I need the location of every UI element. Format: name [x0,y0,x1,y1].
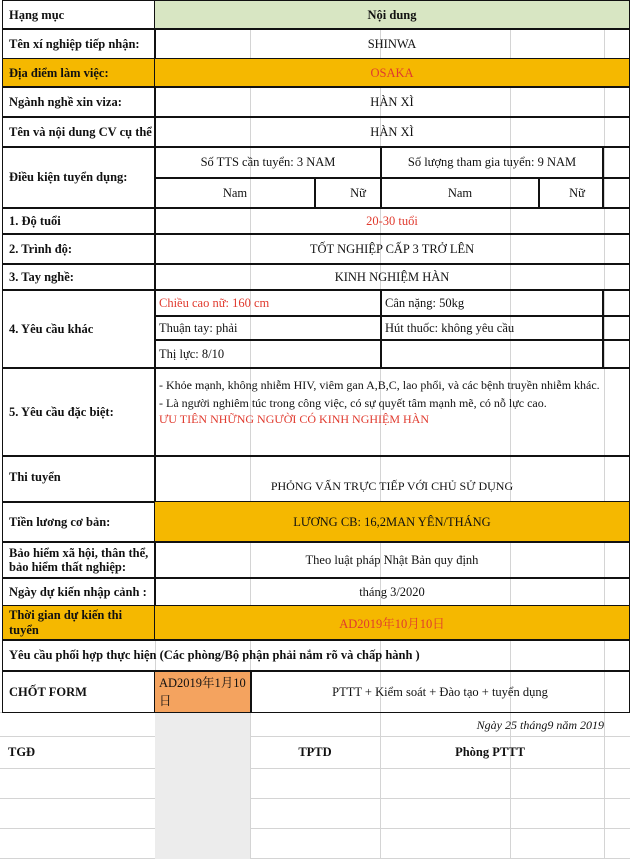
dac-biet-line-3: ƯU TIÊN NHỮNG NGƯỜI CÓ KINH NGHIỆM HÀN [159,412,430,426]
value-hut-thuoc: Hút thuốc: không yêu cầu [380,315,604,341]
label-nhap-canh: Ngày dự kiến nhập cảnh : [2,577,156,607]
cell-blank-1 [602,146,630,179]
value-thi-luc: Thị lực: 8/10 [154,339,382,369]
label-tay-nghe: 3. Tay nghề: [2,263,156,291]
label-dia-diem: Địa điểm làm việc: [2,58,156,88]
value-nam-1: Nam [154,177,316,209]
label-nganh-nghe: Ngành nghề xin viza: [2,86,156,118]
value-thoi-gian-thi: AD2019年10月10日 [154,605,630,641]
value-xi-nghiep: SHINWA [154,28,630,60]
value-can-nang: Cân nặng: 50kg [380,289,604,317]
signature-phong-pttt: Phòng PTTT [455,744,525,759]
value-thuan-tay: Thuận tay: phải [154,315,382,341]
cell-blank-2 [602,177,630,209]
label-dieu-kien: Điều kiện tuyển dụng: [2,146,156,209]
cell-blank-3 [602,289,630,317]
value-trinh-do: TỐT NGHIỆP CẤP 3 TRỞ LÊN [154,233,630,265]
value-cv: HÀN XÌ [154,116,630,148]
dac-biet-line-1: - Khỏe mạnh, không nhiễm HIV, viêm gan A,B,C, lao phổi, và các bệnh truyền nhiễm khác. [159,378,600,392]
dac-biet-line-2: - Là người nghiêm túc trong công việc, có sự quyết tâm mạnh mẽ, có nỗ lực cao. [159,396,547,410]
label-yeu-cau-khac: 4. Yêu cầu khác [2,289,156,369]
header-col2: Nội dung [154,0,630,30]
label-do-tuoi: 1. Độ tuổi [2,207,156,235]
value-nam-2: Nam [380,177,540,209]
label-trinh-do: 2. Trình độ: [2,233,156,265]
label-thi-tuyen: Thi tuyển [2,455,156,503]
value-dia-diem: OSAKA [154,58,630,88]
value-chot-form-date: AD2019年1月10日 [154,671,252,713]
signature-tptd: TPTD [298,744,332,759]
header-col1: Hạng mục [2,0,156,30]
value-nu-2: Nữ [538,177,604,209]
value-bao-hiem: Theo luật pháp Nhật Bản quy định [154,541,630,579]
value-tay-nghe: KINH NGHIỆM HÀN [154,263,630,291]
label-luong: Tiền lương cơ bản: [2,501,156,543]
cell-blank-6 [602,339,630,369]
value-nganh-nghe: HÀN XÌ [154,86,630,118]
cell-blank-4 [602,315,630,341]
value-dac-biet [154,367,630,457]
label-dac-biet: 5. Yêu cầu đặc biệt: [2,367,156,457]
label-thoi-gian-thi: Thời gian dự kiến thi tuyển [2,605,156,641]
label-cv: Tên và nội dung CV cụ thể [2,116,156,148]
label-bao-hiem: Bảo hiểm xã hội, thân thể, bảo hiểm thất nghiệp: [2,541,156,579]
phoi-hop-note: Yêu cầu phối hợp thực hiện (Các phòng/Bộ phận phải nắm rõ và chấp hành ) [2,639,630,671]
value-chot-form: PTTT + Kiểm soát + Đào tạo + tuyển dụng [250,671,630,713]
label-xi-nghiep: Tên xí nghiệp tiếp nhận: [2,28,156,60]
value-thi-tuyen: PHỎNG VẤN TRỰC TIẾP VỚI CHỦ SỬ DỤNG [154,455,630,503]
value-nhap-canh: tháng 3/2020 [154,577,630,607]
label-chot-form: CHỐT FORM [2,671,156,713]
value-so-tts: Số TTS cần tuyển: 3 NAM [154,146,382,179]
value-so-luong: Số lượng tham gia tuyển: 9 NAM [380,146,604,179]
signature-date: Ngày 25 tháng9 năm 2019 [476,717,604,732]
value-luong: LƯƠNG CB: 16,2MAN YÊN/THÁNG [154,501,630,543]
value-do-tuoi: 20-30 tuổi [154,207,630,235]
value-chieu-cao: Chiều cao nữ: 160 cm [154,289,382,317]
value-nu-1: Nữ [314,177,382,209]
cell-blank-5 [380,339,604,369]
signature-tgd: TGĐ [8,744,36,759]
gray-column [155,712,250,859]
